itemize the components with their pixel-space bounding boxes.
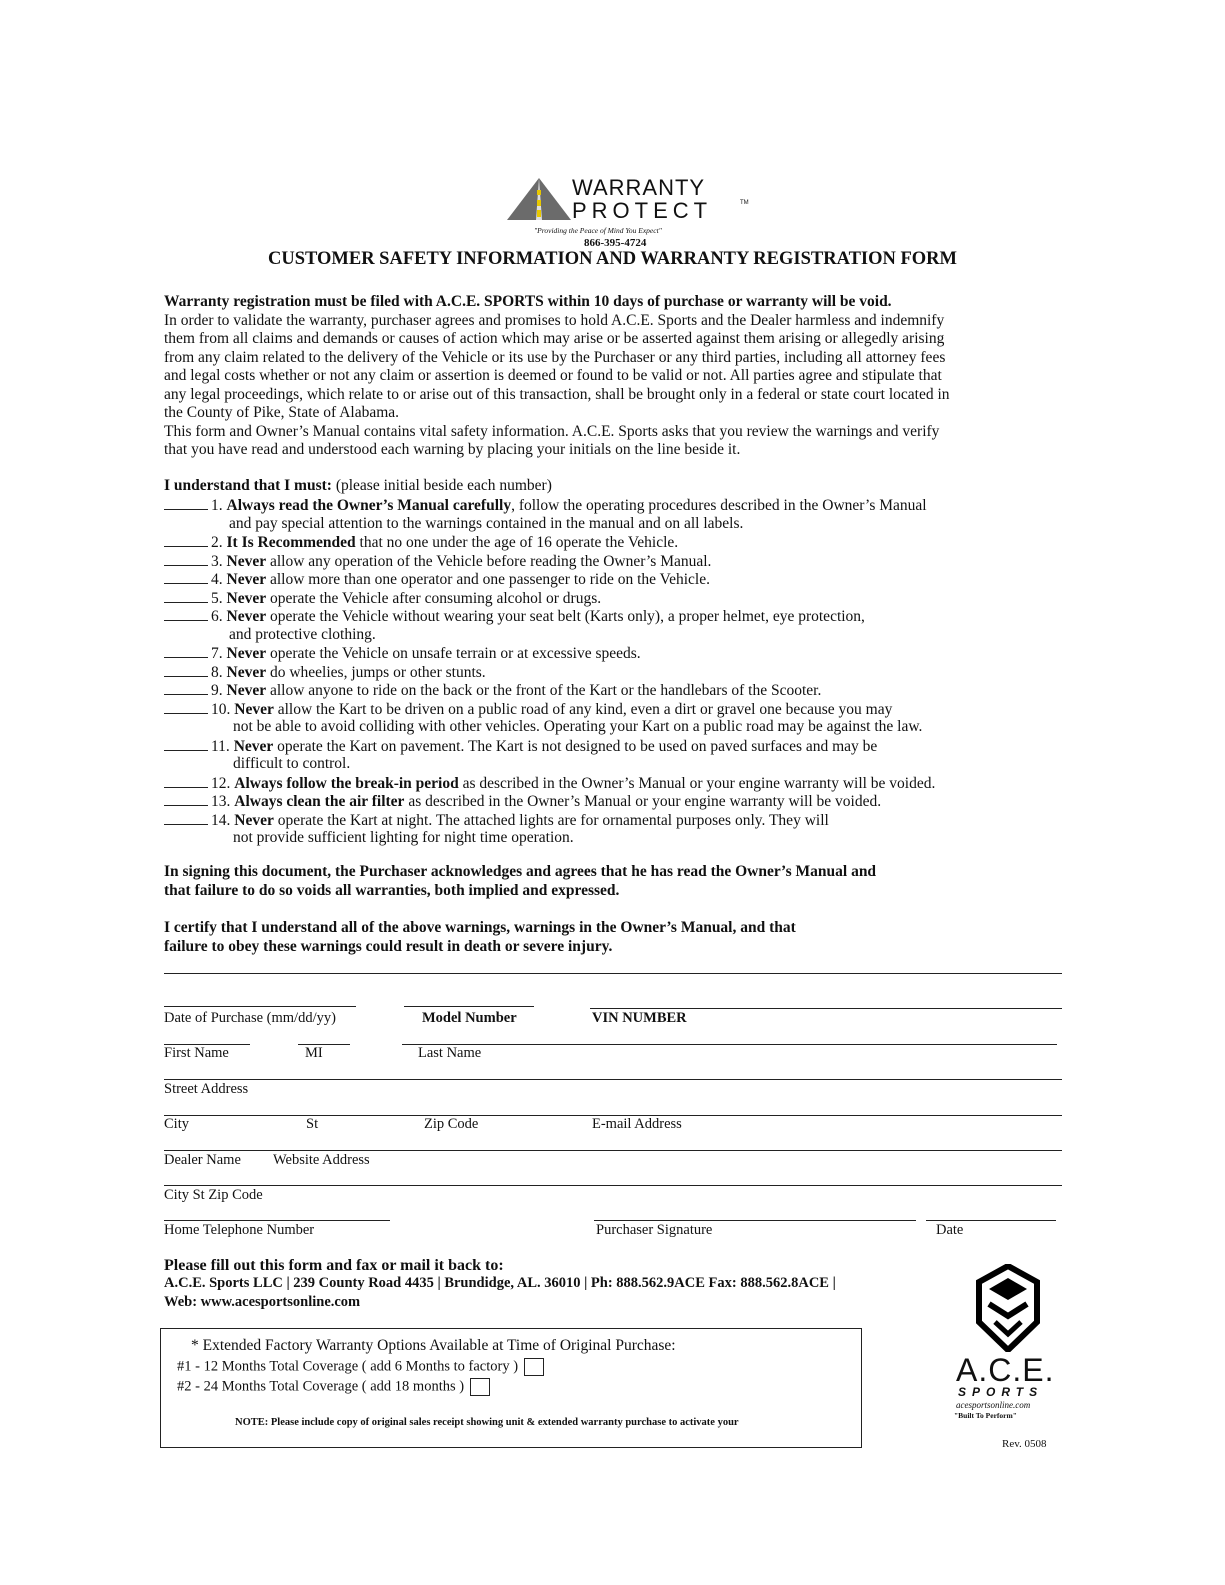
warning-number: 8. [211, 663, 223, 681]
warning-bold: Always read the Owner’s Manual carefully [226, 497, 512, 514]
warning-number: 11. [211, 737, 230, 755]
ace-logo-name: A.C.E. [956, 1352, 1055, 1388]
extended-warranty-box [160, 1328, 862, 1448]
initial-line[interactable] [164, 644, 208, 658]
initial-line[interactable] [164, 607, 208, 621]
warranty-protect-logo-icon [505, 176, 575, 222]
initial-line[interactable] [164, 774, 208, 788]
zip-code-label: Zip Code [424, 1116, 479, 1132]
street-address-line[interactable] [164, 1079, 1062, 1080]
last-name-label: Last Name [418, 1045, 482, 1061]
warning-item [164, 552, 711, 572]
warning-text: as described in the Owner’s Manual or your engine warranty will be voided. [458, 774, 936, 792]
warranty-box-heading: * Extended Factory Warranty Options Available at Time of Original Purchase: [191, 1337, 676, 1354]
warning-continuation: not provide sufficient lighting for night time operation. [233, 829, 574, 846]
home-phone-line[interactable] [164, 1220, 390, 1221]
warning-item [164, 533, 678, 553]
date-line[interactable] [926, 1220, 1056, 1221]
ace-shield-logo-icon [975, 1264, 1041, 1352]
warning-number: 6. [211, 608, 223, 625]
header-phone: 866-395-4724 [584, 237, 647, 249]
initial-line[interactable] [164, 552, 208, 566]
warranty-option-1-checkbox[interactable] [524, 1358, 544, 1376]
warning-bold: Never [226, 682, 267, 699]
website-label: Website Address [273, 1152, 370, 1168]
street-address-label: Street Address [164, 1081, 249, 1097]
warning-number: 5. [211, 589, 223, 607]
warning-number: 7. [211, 645, 223, 662]
intro-line: any legal proceedings, which relate to or arise out of this transaction, shall be brought only in a federal or state court located in [164, 385, 950, 403]
model-number-line[interactable] [404, 1006, 534, 1007]
warning-number: 13. [211, 793, 231, 810]
warning-text: allow more than one operator and one passenger to ride on the Vehicle. [266, 571, 710, 588]
warning-bold: Never [226, 645, 267, 662]
last-name-line[interactable] [402, 1044, 1057, 1045]
intro-line: from any claim related to the delivery of the Vehicle or its use by the Purchaser or any third parties, including all attorney fees [164, 348, 946, 366]
initial-line[interactable] [164, 737, 208, 751]
logo-text-protect: PROTECT [572, 198, 713, 223]
warning-item [164, 700, 892, 720]
dealer-line[interactable] [164, 1150, 1062, 1151]
certify-line-1: I certify that I understand all of the above warnings, warnings in the Owner’s Manual, and that [164, 919, 796, 936]
warning-continuation: not be able to avoid colliding with other vehicles. Operating your Kart on a public road may be against the law. [233, 718, 923, 735]
initial-line[interactable] [164, 589, 208, 603]
warning-text: do wheelies, jumps or other stunts. [266, 663, 486, 681]
ace-logo-tagline: "Built To Perform" [954, 1411, 1017, 1420]
warning-item [164, 681, 821, 701]
warning-number: 12. [211, 774, 231, 792]
intro-line: them from all claims and demands or causes of action which may arise or be asserted against them arising or allegedly arising [164, 330, 945, 347]
intro-paragraph [164, 293, 1064, 460]
initial-line[interactable] [164, 663, 208, 677]
intro-bold-line: Warranty registration must be filed with A.C.E. SPORTS within 10 days of purchase or warranty will be void. [164, 293, 892, 310]
warranty-option-2-checkbox[interactable] [470, 1378, 490, 1396]
warning-item [164, 607, 865, 627]
date-label: Date [936, 1222, 964, 1238]
mail-heading: Please fill out this form and fax or mail it back to: [164, 1257, 504, 1274]
logo-tagline: "Providing the Peace of Mind You Expect" [534, 226, 662, 235]
initial-line[interactable] [164, 681, 208, 695]
warranty-option-1: #1 - 12 Months Total Coverage ( add 6 Months to factory ) [177, 1358, 544, 1376]
ack-line-1: In signing this document, the Purchaser acknowledges and agrees that he has read the Owner’s Manual and [164, 863, 877, 880]
warning-bold: Never [226, 571, 267, 588]
warning-text: operate the Kart at night. The attached lights are for ornamental purposes only. They will [273, 811, 829, 829]
vin-number-line[interactable] [590, 1008, 1062, 1009]
intro-line: the County of Pike, State of Alabama. [164, 404, 400, 421]
warning-number: 9. [211, 682, 223, 699]
city-label: City [164, 1116, 189, 1132]
initial-line[interactable] [164, 570, 208, 584]
warning-bold: Never [234, 811, 274, 829]
understand-lead: I understand that I must: (please initial beside each number) [164, 477, 552, 494]
warning-text: allow any operation of the Vehicle before reading the Owner’s Manual. [266, 552, 712, 570]
form-title: CUSTOMER SAFETY INFORMATION AND WARRANTY REGISTRATION FORM [267, 249, 958, 269]
warning-item [164, 774, 935, 794]
signature-divider [164, 973, 1062, 974]
purchaser-signature-line[interactable] [594, 1220, 916, 1221]
revision-number: Rev. 0508 [1002, 1438, 1047, 1450]
warning-item [164, 792, 881, 812]
initial-line[interactable] [164, 496, 208, 510]
warning-item [164, 644, 641, 664]
warning-bold: Never [234, 700, 274, 718]
warning-text: that no one under the age of 16 operate the Vehicle. [355, 534, 679, 551]
warning-bold: Always clean the air filter [234, 793, 405, 810]
warning-number: 10. [211, 700, 231, 718]
date-of-purchase-line[interactable] [164, 1006, 356, 1007]
warning-number: 3. [211, 552, 223, 570]
ace-logo-sports: SPORTS [958, 1385, 1044, 1399]
warning-text: operate the Vehicle after consuming alcohol or drugs. [266, 589, 602, 607]
mail-address: A.C.E. Sports LLC | 239 County Road 4435 | Brundidge, AL. 36010 | Ph: 888.562.9ACE Fax: 888.562.8ACE | [164, 1275, 836, 1291]
warning-text: as described in the Owner’s Manual or your engine warranty will be voided. [404, 793, 882, 810]
warning-number: 2. [211, 534, 223, 551]
warning-bold: Never [226, 608, 267, 625]
logo-trademark: TM [740, 200, 749, 206]
model-number-label: Model Number [422, 1010, 517, 1026]
warranty-option-2: #2 - 24 Months Total Coverage ( add 18 months ) [177, 1378, 490, 1396]
warning-number: 4. [211, 571, 223, 588]
initial-line[interactable] [164, 792, 208, 806]
certify-line-2: failure to obey these warnings could result in death or severe injury. [164, 938, 613, 955]
email-label: E-mail Address [592, 1116, 682, 1132]
warning-bold: Always follow the break-in period [234, 774, 459, 792]
warning-continuation: and pay special attention to the warnings contained in the manual and on all labels. [229, 514, 744, 532]
warning-item [164, 589, 601, 609]
initial-line[interactable] [164, 533, 208, 547]
ack-line-2: that failure to do so voids all warranties, both implied and expressed. [164, 882, 620, 899]
initial-line[interactable] [164, 811, 208, 825]
intro-line: In order to validate the warranty, purchaser agrees and promises to hold A.C.E. Sports and the Dealer harmless and indemnify [164, 311, 945, 329]
warning-text: operate the Kart on pavement. The Kart is not designed to be used on paved surfaces and may be [273, 737, 878, 755]
logo-text-warranty: WARRANTY [572, 175, 706, 200]
city-st-zip-label: City St Zip Code [164, 1187, 263, 1203]
warning-item [164, 570, 710, 590]
home-phone-label: Home Telephone Number [164, 1222, 315, 1238]
warning-bold: Never [226, 663, 267, 681]
warning-bold: Never [226, 552, 267, 570]
warning-text: allow anyone to ride on the back or the front of the Kart or the handlebars of the Scooter. [266, 682, 822, 699]
warning-bold: It Is Recommended [226, 534, 356, 551]
state-label: St [306, 1116, 319, 1132]
warning-bold: Never [233, 737, 274, 755]
intro-line: and legal costs whether or not any claim or assertion is deemed or found to be valid or not. All parties agree and stipulate that [164, 367, 942, 384]
warning-item [164, 737, 877, 757]
warning-text: operate the Vehicle without wearing your seat belt (Karts only), a proper helmet, eye protection, [266, 608, 865, 625]
warning-continuation: difficult to control. [233, 755, 351, 772]
mail-web: Web: www.acesportsonline.com [164, 1294, 361, 1310]
warning-item [164, 496, 927, 516]
vin-number-label: VIN NUMBER [592, 1010, 687, 1026]
warning-number: 1. [211, 497, 223, 514]
warning-bold: Never [226, 589, 267, 607]
warning-number: 14. [211, 811, 231, 829]
warning-continuation: and protective clothing. [229, 625, 376, 643]
warning-item [164, 663, 486, 683]
warning-text: operate the Vehicle on unsafe terrain or at excessive speeds. [266, 645, 641, 662]
warning-item [164, 811, 829, 831]
dealer-name-label: Dealer Name [164, 1152, 241, 1168]
date-of-purchase-label: Date of Purchase (mm/dd/yy) [164, 1010, 336, 1026]
mi-label: MI [305, 1045, 323, 1061]
first-name-label: First Name [164, 1045, 229, 1061]
warning-text: , follow the operating procedures described in the Owner’s Manual [511, 497, 927, 514]
ace-logo-web: acesportsonline.com [956, 1400, 1031, 1410]
intro-line: that you have read and understood each warning by placing your initials on the line beside it. [164, 441, 741, 458]
warning-text: allow the Kart to be driven on a public road of any kind, even a dirt or gravel one because you may [273, 700, 893, 718]
purchaser-signature-label: Purchaser Signature [596, 1222, 713, 1238]
initial-line[interactable] [164, 700, 208, 714]
city-st-zip-line[interactable] [164, 1185, 1062, 1186]
warranty-box-note: NOTE: Please include copy of original sales receipt showing unit & extended warranty purchase to activate your [235, 1417, 739, 1428]
intro-line: This form and Owner’s Manual contains vital safety information. A.C.E. Sports asks that you review the warnings and verify [164, 422, 940, 440]
